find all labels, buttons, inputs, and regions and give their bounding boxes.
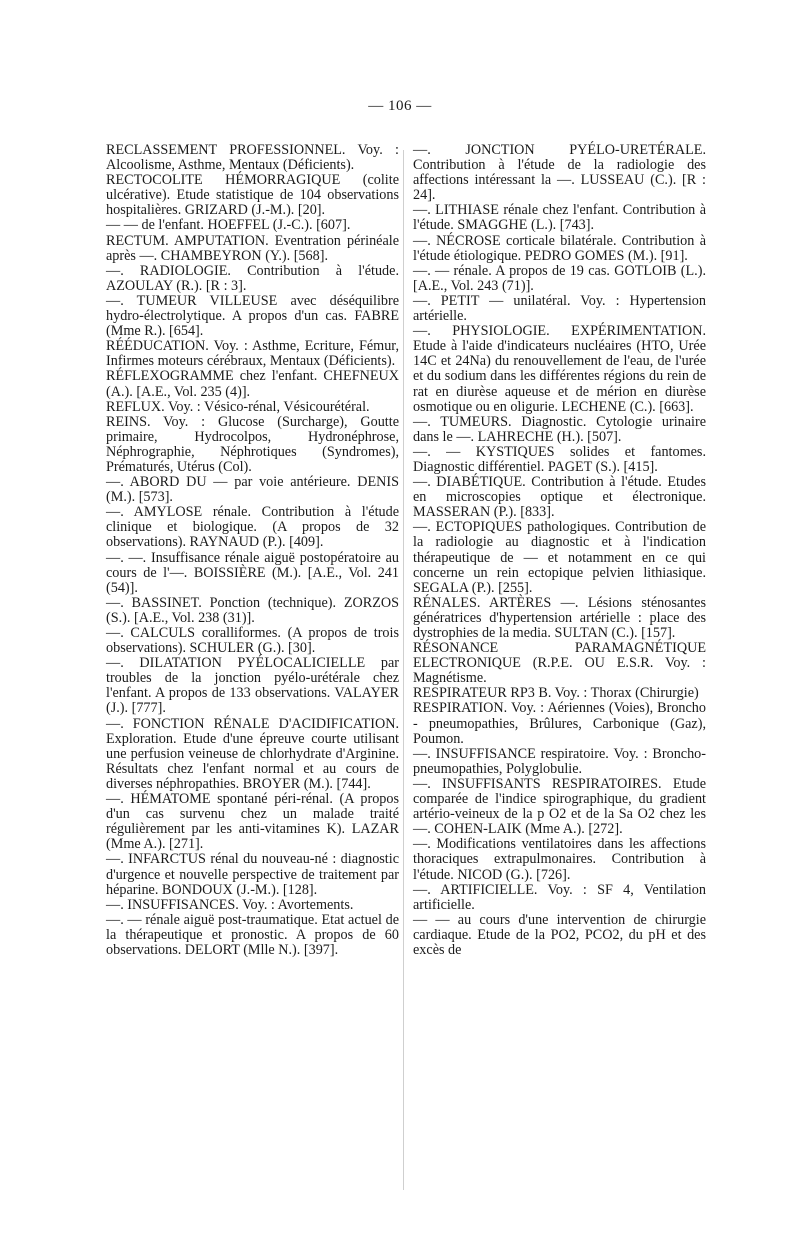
index-entry: —. INSUFFISANCE respiratoire. Voy. : Broncho-pneumopathies, Polyglobulie. bbox=[413, 745, 706, 777]
index-entry: REINS. Voy. : Glucose (Surcharge), Goutte primaire, Hydrocolpos, Hydronéphrose, Néphrographie, Néphrotiques (Syndromes), Prématurés, Utérus (Col). bbox=[106, 413, 399, 475]
index-entry: —. Modifications ventilatoires dans les affections thoraciques extrapulmonaires. Contribution à l'étude. NICOD (G.). [726]. bbox=[413, 836, 706, 883]
index-entry: RECLASSEMENT PROFESSIONNEL. Voy. : Alcoolisme, Asthme, Mentaux (Déficients). bbox=[106, 142, 399, 174]
index-entry: —. INSUFFISANTS RESPIRATOIRES. Etude comparée de l'indice spirographique, du gradient artério-veineux de la p O2 et de la Sa O2 chez les —. COHEN-LAIK (Mme A.). [272]. bbox=[413, 775, 706, 838]
index-entry: —. ABORD DU — par voie antérieure. DENIS (M.). [573]. bbox=[106, 474, 399, 506]
index-entry: —. — rénale aiguë post-traumatique. Etat actuel de la thérapeutique et pronostic. A propos de 60 observations. DELORT (Mlle N.). [397]. bbox=[106, 911, 399, 958]
index-entry: —. ECTOPIQUES pathologiques. Contribution de la radiologie au diagnostic et à l'indication thérapeutique de — et notamment en ce qui concerne un rein ectopique pelvien lithiasique. SEGALA (P.). [255]. bbox=[413, 519, 706, 596]
index-entry: —. RADIOLOGIE. Contribution à l'étude. AZOULAY (R.). [R : 3]. bbox=[106, 262, 399, 294]
right-column bbox=[413, 143, 706, 958]
index-entry: —. DILATATION PYÉLOCALICIELLE par troubles de la jonction pyélo-urétérale chez l'enfant. A propos de 133 observations. VALAYER (J.). [777]. bbox=[106, 655, 399, 717]
index-entry: —. TUMEUR VILLEUSE avec déséquilibre hydro-électrolytique. A propos d'un cas. FABRE (Mme R.). [654]. bbox=[106, 292, 399, 340]
index-entry: — — de l'enfant. HOEFFEL (J.-C.). [607]. bbox=[106, 217, 351, 234]
index-entry: —. LITHIASE rénale chez l'enfant. Contribution à l'étude. SMAGGHE (L.). [743]. bbox=[413, 202, 706, 234]
index-entry: —. FONCTION RÉNALE D'ACIDIFICATION. Exploration. Etude d'une épreuve courte utilisant une perfusion veineuse de chlorhydrate d'Arginine. Résultats chez l'enfant normal et au cours de diverses néphropathies. BROYER (M.). [744]. bbox=[106, 715, 399, 792]
index-entry: — — au cours d'une intervention de chirurgie cardiaque. Etude de la PO2, PCO2, du pH et des excès de bbox=[413, 911, 706, 958]
index-entry: RÉFLEXOGRAMME chez l'enfant. CHEFNEUX (A.). [A.E., Vol. 235 (4)]. bbox=[106, 368, 399, 400]
page-number: — 106 — bbox=[368, 98, 432, 114]
index-entry: RESPIRATEUR RP3 B. Voy. : Thorax (Chirurgie) bbox=[413, 685, 699, 702]
index-entry: REFLUX. Voy. : Vésico-rénal, Vésicourétéral. bbox=[106, 398, 370, 415]
index-entry: —. ARTIFICIELLE. Voy. : SF 4, Ventilation artificielle. bbox=[413, 881, 706, 913]
index-entry: —. —. Insuffisance rénale aiguë postopératoire au cours de l'—. BOISSIÈRE (M.). [A.E., Vol. 241 (54)]. bbox=[106, 549, 399, 596]
index-entry: RESPIRATION. Voy. : Aériennes (Voies), Broncho - pneumopathies, Brûlures, Carbonique (Gaz), Poumon. bbox=[413, 700, 706, 747]
index-entry: —. JONCTION PYÉLO-URETÉRALE. Contribution à l'étude de la radiologie des affections intéressant la —. LUSSEAU (C.). [R : 24]. bbox=[413, 142, 706, 204]
index-entry: —. INFARCTUS rénal du nouveau-né : diagnostic d'urgence et nouvelle perspective de traitement par héparine. BONDOUX (J.-M.). [128]. bbox=[106, 851, 399, 898]
index-entry: —. — KYSTIQUES solides et fantomes. Diagnostic différentiel. PAGET (S.). [415]. bbox=[413, 443, 706, 475]
index-entry: RÉSONANCE PARAMAGNÉTIQUE ELECTRONIQUE (R.P.E. OU E.S.R. Voy. : Magnétisme. bbox=[413, 640, 706, 687]
index-entry: RÉNALES. ARTÈRES —. Lésions sténosantes génératrices d'hypertension artérielle : place des dystrophies de la media. SULTAN (C.). [157]. bbox=[413, 594, 706, 641]
index-entry: —. AMYLOSE rénale. Contribution à l'étude clinique et biologique. (A propos de 32 observations). RAYNAUD (P.). [409]. bbox=[106, 504, 399, 551]
index-entry: RÉÉDUCATION. Voy. : Asthme, Ecriture, Fémur, Infirmes moteurs cérébraux, Mentaux (Déficients). bbox=[106, 338, 399, 370]
column-divider bbox=[403, 150, 404, 1190]
index-entry: —. PETIT — unilatéral. Voy. : Hypertension artérielle. bbox=[413, 292, 706, 325]
index-entry: —. PHYSIOLOGIE. EXPÉRIMENTATION. Etude à l'aide d'indicateurs nucléaires (HTO, Urée 14C et 24Na) du renouvellement de l'eau, de l'urée et du sodium dans les différentes régions du rein de rat en diurèse aqueuse et de mérion en diurèse osmotique ou en oligurie. LECHENE (C.). [663]. bbox=[413, 323, 706, 415]
index-entry: —. NÉCROSE corticale bilatérale. Contribution à l'étude étiologique. PEDRO GOMES (M.). [91]. bbox=[413, 232, 706, 264]
left-column bbox=[106, 143, 399, 958]
index-entry: RECTOCOLITE HÉMORRAGIQUE (colite ulcérative). Etude statistique de 104 observations hospitalières. GRIZARD (J.-M.). [20]. bbox=[106, 172, 399, 219]
index-entry: —. TUMEURS. Diagnostic. Cytologie urinaire dans le —. LAHRECHE (H.). [507]. bbox=[413, 413, 706, 445]
index-entry: —. DIABÉTIQUE. Contribution à l'étude. Etudes en microscopies optique et électronique. MASSERAN (P.). [833]. bbox=[413, 474, 706, 521]
index-entry: —. HÉMATOME spontané péri-rénal. (A propos d'un cas survenu chez un malade traité régulièrement par les anti-vitamines K). LAZAR (Mme A.). [271]. bbox=[106, 791, 399, 853]
index-entry: —. INSUFFISANCES. Voy. : Avortements. bbox=[106, 896, 354, 913]
index-entry: —. — rénale. A propos de 19 cas. GOTLOIB (L.). [A.E., Vol. 243 (71)]. bbox=[413, 262, 706, 294]
index-entry: —. CALCULS coralliformes. (A propos de trois observations). SCHULER (G.). [30]. bbox=[106, 625, 399, 657]
index-entry: RECTUM. AMPUTATION. Eventration périnéale après —. CHAMBEYRON (Y.). [568]. bbox=[106, 232, 399, 264]
index-entry: —. BASSINET. Ponction (technique). ZORZOS (S.). [A.E., Vol. 238 (31)]. bbox=[106, 594, 399, 626]
